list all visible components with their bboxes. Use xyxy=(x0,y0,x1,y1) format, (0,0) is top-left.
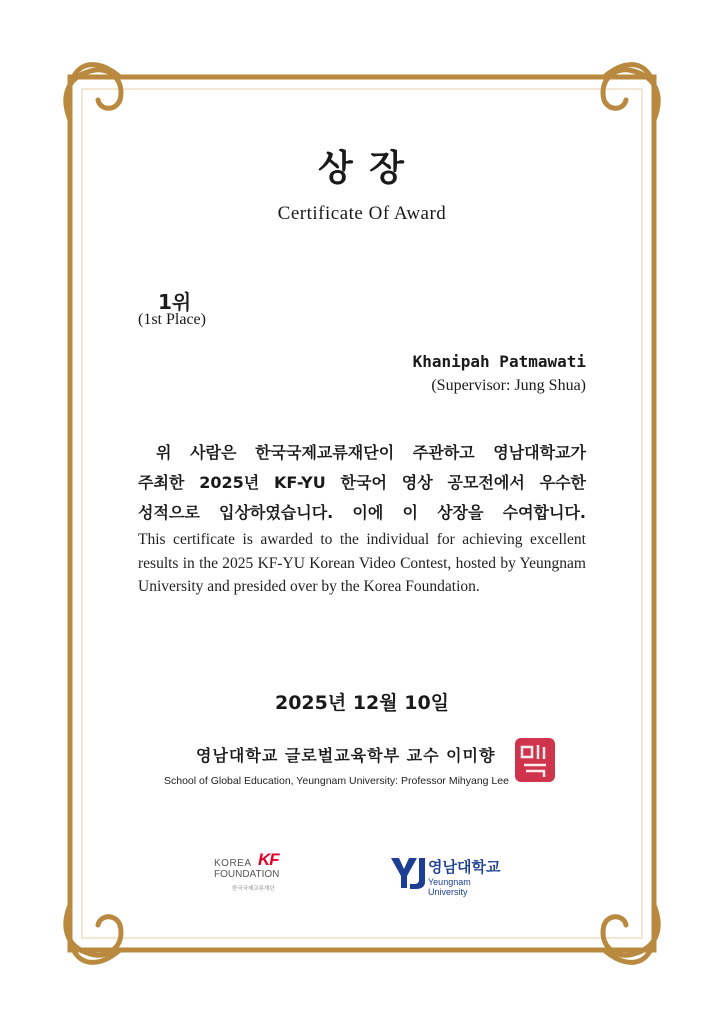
red-seal-stamp xyxy=(512,735,558,785)
kf-logo-line1: KOREA xyxy=(214,858,252,869)
rank-korean: 1위 xyxy=(158,290,192,314)
professor-english: School of Global Education, Yeungnam University: Professor Mihyang Lee xyxy=(164,775,509,787)
kf-logo-line2: FOUNDATION xyxy=(214,869,280,880)
award-date: 2025년 12월 10일 xyxy=(274,692,450,714)
certificate-title-korean: 상 장 xyxy=(317,148,407,189)
yu-logo-english: Yeungnam University xyxy=(428,877,471,897)
body-korean-line-2: 주최한 2025년 KF-YU 한국어 영상 공모전에서 우수한 xyxy=(138,473,586,492)
body-text-korean xyxy=(138,438,586,528)
body-text-english: This certificate is awarded to the individual for achieving excellent results in the 2025 KF-YU Korean Video Contest, hosted by Yeungnam University and presided over by the Korea Foundation. xyxy=(138,531,586,595)
rank-english: (1st Place) xyxy=(138,311,206,328)
professor-korean: 영남대학교 글로벌교육학부 교수 이미향 xyxy=(196,746,496,765)
yu-logo-korean: 영남대학교 xyxy=(428,858,501,876)
body-korean-line-1: 위 사람은 한국국제교류재단이 주관하고 영남대학교가 xyxy=(156,443,586,462)
body-korean-line-3: 성적으로 입상하였습니다. 이에 이 상장을 수여합니다. xyxy=(138,503,586,522)
recipient-name: Khanipah Patmawati xyxy=(412,352,586,371)
yu-emblem-icon xyxy=(390,856,426,890)
certificate-title-english: Certificate Of Award xyxy=(277,203,447,224)
korea-foundation-logo xyxy=(214,850,288,894)
supervisor-name: (Supervisor: Jung Shua) xyxy=(431,377,586,394)
yeungnam-university-logo xyxy=(390,856,512,897)
kf-logo-subtitle: 한국국제교류재단 xyxy=(232,886,275,892)
kf-mark: KF xyxy=(258,850,279,869)
